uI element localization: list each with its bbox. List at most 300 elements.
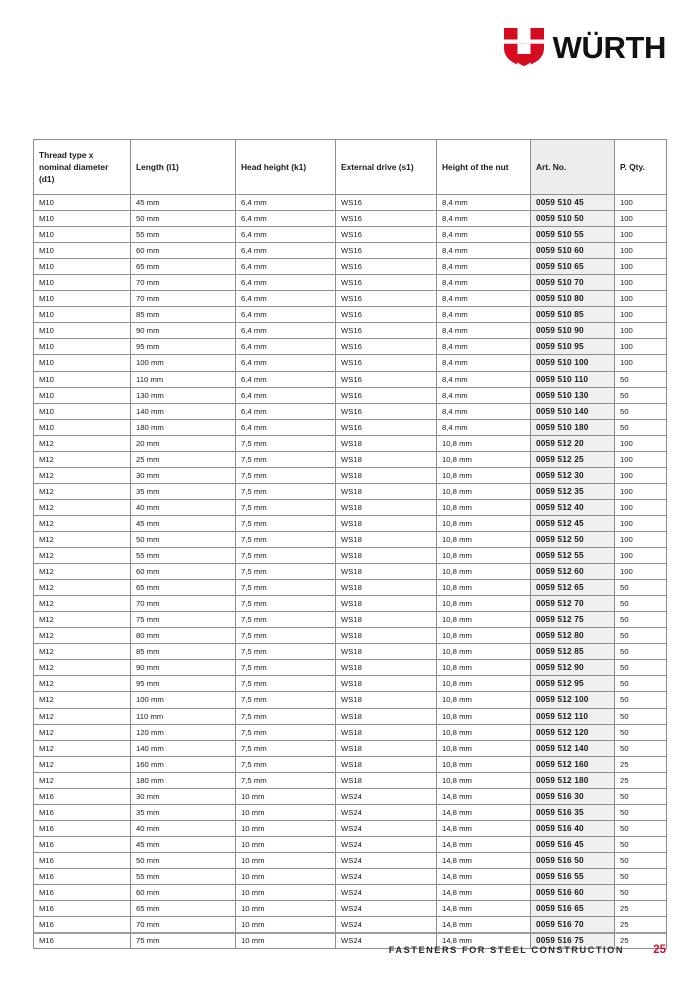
- cell-thread-type: M16: [34, 868, 131, 884]
- cell-head-height: 7,5 mm: [236, 435, 336, 451]
- cell-thread-type: M10: [34, 387, 131, 403]
- cell-head-height: 6,4 mm: [236, 227, 336, 243]
- cell-nut-height: 8,4 mm: [437, 211, 531, 227]
- cell-external-drive: WS24: [336, 836, 437, 852]
- table-row: [34, 195, 667, 211]
- cell-thread-type: M16: [34, 885, 131, 901]
- wurth-shield-icon: [504, 28, 544, 66]
- cell-head-height: 6,4 mm: [236, 371, 336, 387]
- cell-external-drive: WS18: [336, 628, 437, 644]
- cell-length: 110 mm: [131, 371, 236, 387]
- table-row: [34, 307, 667, 323]
- cell-thread-type: M10: [34, 419, 131, 435]
- cell-nut-height: 8,4 mm: [437, 339, 531, 355]
- cell-head-height: 10 mm: [236, 885, 336, 901]
- table-row: [34, 467, 667, 483]
- cell-head-height: 7,5 mm: [236, 724, 336, 740]
- cell-external-drive: WS24: [336, 933, 437, 949]
- cell-external-drive: WS16: [336, 387, 437, 403]
- cell-length: 120 mm: [131, 724, 236, 740]
- cell-p-qty: 50: [615, 788, 667, 804]
- cell-art-no: 0059 510 45: [531, 195, 615, 211]
- cell-external-drive: WS18: [336, 612, 437, 628]
- cell-length: 65 mm: [131, 901, 236, 917]
- cell-external-drive: WS18: [336, 515, 437, 531]
- column-header-length: Length (l1): [131, 140, 236, 195]
- table-row: [34, 227, 667, 243]
- cell-head-height: 7,5 mm: [236, 660, 336, 676]
- cell-length: 70 mm: [131, 596, 236, 612]
- table-row: [34, 644, 667, 660]
- cell-thread-type: M12: [34, 756, 131, 772]
- cell-nut-height: 10,8 mm: [437, 644, 531, 660]
- cell-p-qty: 100: [615, 243, 667, 259]
- column-header-head-height: Head height (k1): [236, 140, 336, 195]
- cell-art-no: 0059 510 85: [531, 307, 615, 323]
- cell-external-drive: WS24: [336, 804, 437, 820]
- cell-thread-type: M16: [34, 933, 131, 949]
- cell-length: 80 mm: [131, 628, 236, 644]
- cell-length: 55 mm: [131, 227, 236, 243]
- cell-length: 140 mm: [131, 403, 236, 419]
- cell-external-drive: WS16: [336, 323, 437, 339]
- table-row: [34, 901, 667, 917]
- cell-p-qty: 50: [615, 852, 667, 868]
- cell-art-no: 0059 510 70: [531, 275, 615, 291]
- cell-external-drive: WS16: [336, 275, 437, 291]
- cell-head-height: 6,4 mm: [236, 211, 336, 227]
- cell-head-height: 10 mm: [236, 788, 336, 804]
- table-row: [34, 435, 667, 451]
- cell-external-drive: WS16: [336, 211, 437, 227]
- cell-nut-height: 10,8 mm: [437, 676, 531, 692]
- cell-external-drive: WS24: [336, 868, 437, 884]
- cell-art-no: 0059 510 55: [531, 227, 615, 243]
- cell-art-no: 0059 512 100: [531, 692, 615, 708]
- cell-nut-height: 10,8 mm: [437, 451, 531, 467]
- cell-thread-type: M12: [34, 435, 131, 451]
- cell-p-qty: 100: [615, 531, 667, 547]
- cell-length: 65 mm: [131, 580, 236, 596]
- cell-thread-type: M12: [34, 531, 131, 547]
- cell-nut-height: 10,8 mm: [437, 612, 531, 628]
- cell-p-qty: 100: [615, 291, 667, 307]
- table-row: [34, 612, 667, 628]
- cell-head-height: 6,4 mm: [236, 355, 336, 371]
- cell-length: 20 mm: [131, 435, 236, 451]
- cell-p-qty: 25: [615, 772, 667, 788]
- cell-nut-height: 8,4 mm: [437, 275, 531, 291]
- specification-table: [33, 139, 667, 949]
- cell-p-qty: 100: [615, 339, 667, 355]
- cell-p-qty: 100: [615, 259, 667, 275]
- cell-head-height: 7,5 mm: [236, 628, 336, 644]
- cell-external-drive: WS18: [336, 564, 437, 580]
- cell-head-height: 10 mm: [236, 868, 336, 884]
- column-header-p-qty: P. Qty.: [615, 140, 667, 195]
- footer-divider: [33, 932, 666, 934]
- cell-length: 70 mm: [131, 917, 236, 933]
- cell-external-drive: WS16: [336, 339, 437, 355]
- cell-art-no: 0059 512 55: [531, 548, 615, 564]
- table-row: [34, 564, 667, 580]
- cell-art-no: 0059 510 95: [531, 339, 615, 355]
- cell-nut-height: 14,8 mm: [437, 820, 531, 836]
- cell-thread-type: M10: [34, 355, 131, 371]
- cell-length: 100 mm: [131, 692, 236, 708]
- cell-art-no: 0059 512 60: [531, 564, 615, 580]
- cell-p-qty: 50: [615, 740, 667, 756]
- table-row: [34, 548, 667, 564]
- cell-art-no: 0059 510 130: [531, 387, 615, 403]
- cell-p-qty: 50: [615, 403, 667, 419]
- page-footer: [33, 944, 666, 956]
- cell-length: 55 mm: [131, 548, 236, 564]
- page-header: [504, 28, 666, 66]
- cell-head-height: 7,5 mm: [236, 467, 336, 483]
- cell-art-no: 0059 516 55: [531, 868, 615, 884]
- cell-head-height: 7,5 mm: [236, 499, 336, 515]
- cell-head-height: 7,5 mm: [236, 756, 336, 772]
- cell-thread-type: M12: [34, 499, 131, 515]
- cell-thread-type: M12: [34, 548, 131, 564]
- cell-art-no: 0059 516 60: [531, 885, 615, 901]
- cell-external-drive: WS18: [336, 499, 437, 515]
- cell-thread-type: M16: [34, 852, 131, 868]
- cell-thread-type: M16: [34, 804, 131, 820]
- cell-external-drive: WS24: [336, 820, 437, 836]
- cell-external-drive: WS16: [336, 355, 437, 371]
- cell-length: 60 mm: [131, 243, 236, 259]
- cell-external-drive: WS18: [336, 483, 437, 499]
- cell-p-qty: 25: [615, 917, 667, 933]
- cell-external-drive: WS18: [336, 451, 437, 467]
- cell-thread-type: M10: [34, 403, 131, 419]
- cell-external-drive: WS18: [336, 724, 437, 740]
- column-header-art-no: Art. No.: [531, 140, 615, 195]
- cell-length: 40 mm: [131, 820, 236, 836]
- cell-length: 85 mm: [131, 307, 236, 323]
- table-row: [34, 676, 667, 692]
- table-row: [34, 243, 667, 259]
- cell-p-qty: 100: [615, 275, 667, 291]
- cell-external-drive: WS18: [336, 740, 437, 756]
- cell-length: 60 mm: [131, 564, 236, 580]
- cell-external-drive: WS18: [336, 772, 437, 788]
- table-row: [34, 885, 667, 901]
- cell-art-no: 0059 510 140: [531, 403, 615, 419]
- cell-nut-height: 10,8 mm: [437, 564, 531, 580]
- cell-art-no: 0059 512 65: [531, 580, 615, 596]
- cell-external-drive: WS18: [336, 596, 437, 612]
- cell-p-qty: 50: [615, 836, 667, 852]
- cell-thread-type: M16: [34, 836, 131, 852]
- table-row: [34, 387, 667, 403]
- table-row: [34, 451, 667, 467]
- cell-nut-height: 10,8 mm: [437, 435, 531, 451]
- cell-nut-height: 8,4 mm: [437, 403, 531, 419]
- cell-p-qty: 50: [615, 692, 667, 708]
- cell-p-qty: 50: [615, 708, 667, 724]
- cell-thread-type: M10: [34, 211, 131, 227]
- cell-art-no: 0059 512 30: [531, 467, 615, 483]
- cell-art-no: 0059 510 180: [531, 419, 615, 435]
- table-row: [34, 419, 667, 435]
- cell-thread-type: M10: [34, 323, 131, 339]
- table-row: [34, 580, 667, 596]
- cell-head-height: 10 mm: [236, 852, 336, 868]
- cell-external-drive: WS18: [336, 644, 437, 660]
- cell-external-drive: WS18: [336, 467, 437, 483]
- cell-nut-height: 8,4 mm: [437, 323, 531, 339]
- cell-p-qty: 100: [615, 451, 667, 467]
- cell-p-qty: 50: [615, 371, 667, 387]
- cell-external-drive: WS24: [336, 917, 437, 933]
- table-row: [34, 788, 667, 804]
- table-row: [34, 868, 667, 884]
- table-row: [34, 820, 667, 836]
- cell-head-height: 7,5 mm: [236, 708, 336, 724]
- cell-thread-type: M16: [34, 820, 131, 836]
- cell-thread-type: M16: [34, 917, 131, 933]
- cell-art-no: 0059 510 60: [531, 243, 615, 259]
- cell-thread-type: M10: [34, 275, 131, 291]
- cell-length: 40 mm: [131, 499, 236, 515]
- cell-thread-type: M12: [34, 708, 131, 724]
- table-row: [34, 323, 667, 339]
- cell-p-qty: 100: [615, 307, 667, 323]
- table-row: [34, 339, 667, 355]
- cell-thread-type: M12: [34, 676, 131, 692]
- table-header-row: [34, 140, 667, 195]
- cell-length: 45 mm: [131, 836, 236, 852]
- cell-head-height: 7,5 mm: [236, 451, 336, 467]
- footer-section-title: FASTENERS FOR STEEL CONSTRUCTION: [388, 945, 624, 955]
- cell-length: 90 mm: [131, 323, 236, 339]
- cell-external-drive: WS18: [336, 435, 437, 451]
- cell-p-qty: 100: [615, 211, 667, 227]
- cell-length: 35 mm: [131, 483, 236, 499]
- cell-head-height: 10 mm: [236, 933, 336, 949]
- cell-length: 180 mm: [131, 419, 236, 435]
- table-body: [34, 195, 667, 949]
- cell-head-height: 6,4 mm: [236, 307, 336, 323]
- cell-art-no: 0059 516 40: [531, 820, 615, 836]
- cell-head-height: 6,4 mm: [236, 403, 336, 419]
- cell-art-no: 0059 510 65: [531, 259, 615, 275]
- cell-external-drive: WS16: [336, 227, 437, 243]
- cell-length: 25 mm: [131, 451, 236, 467]
- cell-external-drive: WS24: [336, 901, 437, 917]
- table-row: [34, 628, 667, 644]
- table-row: [34, 275, 667, 291]
- cell-external-drive: WS16: [336, 259, 437, 275]
- cell-art-no: 0059 512 75: [531, 612, 615, 628]
- cell-thread-type: M12: [34, 644, 131, 660]
- cell-nut-height: 10,8 mm: [437, 515, 531, 531]
- cell-p-qty: 100: [615, 499, 667, 515]
- cell-head-height: 7,5 mm: [236, 564, 336, 580]
- cell-p-qty: 25: [615, 901, 667, 917]
- brand-wordmark: WÜRTH: [552, 29, 666, 65]
- cell-head-height: 7,5 mm: [236, 676, 336, 692]
- cell-art-no: 0059 512 20: [531, 435, 615, 451]
- cell-art-no: 0059 516 75: [531, 933, 615, 949]
- cell-thread-type: M10: [34, 243, 131, 259]
- table-row: [34, 692, 667, 708]
- cell-nut-height: 10,8 mm: [437, 692, 531, 708]
- cell-p-qty: 50: [615, 676, 667, 692]
- cell-length: 110 mm: [131, 708, 236, 724]
- column-header-nut-height: Height of the nut: [437, 140, 531, 195]
- cell-thread-type: M10: [34, 371, 131, 387]
- cell-thread-type: M12: [34, 467, 131, 483]
- cell-p-qty: 50: [615, 820, 667, 836]
- cell-external-drive: WS16: [336, 419, 437, 435]
- cell-head-height: 7,5 mm: [236, 515, 336, 531]
- cell-art-no: 0059 516 70: [531, 917, 615, 933]
- cell-thread-type: M10: [34, 307, 131, 323]
- cell-nut-height: 10,8 mm: [437, 580, 531, 596]
- cell-thread-type: M12: [34, 660, 131, 676]
- cell-length: 50 mm: [131, 211, 236, 227]
- cell-art-no: 0059 512 110: [531, 708, 615, 724]
- cell-art-no: 0059 512 45: [531, 515, 615, 531]
- cell-thread-type: M12: [34, 740, 131, 756]
- cell-p-qty: 50: [615, 596, 667, 612]
- cell-head-height: 6,4 mm: [236, 339, 336, 355]
- cell-head-height: 10 mm: [236, 917, 336, 933]
- cell-nut-height: 10,8 mm: [437, 467, 531, 483]
- cell-length: 160 mm: [131, 756, 236, 772]
- cell-length: 50 mm: [131, 852, 236, 868]
- cell-art-no: 0059 516 65: [531, 901, 615, 917]
- cell-thread-type: M12: [34, 515, 131, 531]
- table-row: [34, 371, 667, 387]
- cell-external-drive: WS18: [336, 660, 437, 676]
- cell-nut-height: 8,4 mm: [437, 243, 531, 259]
- cell-thread-type: M12: [34, 612, 131, 628]
- cell-head-height: 7,5 mm: [236, 612, 336, 628]
- table-row: [34, 660, 667, 676]
- cell-p-qty: 100: [615, 483, 667, 499]
- cell-head-height: 7,5 mm: [236, 772, 336, 788]
- cell-p-qty: 25: [615, 756, 667, 772]
- table-header: [34, 140, 667, 195]
- cell-p-qty: 100: [615, 467, 667, 483]
- cell-p-qty: 50: [615, 660, 667, 676]
- cell-thread-type: M16: [34, 901, 131, 917]
- cell-nut-height: 14,8 mm: [437, 901, 531, 917]
- cell-nut-height: 8,4 mm: [437, 371, 531, 387]
- cell-head-height: 6,4 mm: [236, 243, 336, 259]
- cell-external-drive: WS16: [336, 307, 437, 323]
- table-row: [34, 483, 667, 499]
- cell-nut-height: 14,8 mm: [437, 836, 531, 852]
- cell-length: 75 mm: [131, 612, 236, 628]
- cell-length: 75 mm: [131, 933, 236, 949]
- cell-art-no: 0059 516 45: [531, 836, 615, 852]
- cell-nut-height: 8,4 mm: [437, 355, 531, 371]
- cell-head-height: 6,4 mm: [236, 323, 336, 339]
- cell-p-qty: 100: [615, 548, 667, 564]
- table-row: [34, 499, 667, 515]
- cell-head-height: 7,5 mm: [236, 548, 336, 564]
- cell-art-no: 0059 512 70: [531, 596, 615, 612]
- cell-art-no: 0059 510 50: [531, 211, 615, 227]
- cell-p-qty: 100: [615, 564, 667, 580]
- cell-p-qty: 50: [615, 612, 667, 628]
- cell-nut-height: 10,8 mm: [437, 628, 531, 644]
- cell-external-drive: WS16: [336, 291, 437, 307]
- cell-art-no: 0059 512 160: [531, 756, 615, 772]
- cell-nut-height: 14,8 mm: [437, 804, 531, 820]
- cell-art-no: 0059 510 90: [531, 323, 615, 339]
- table-row: [34, 708, 667, 724]
- table-row: [34, 515, 667, 531]
- footer-page-number: 25: [653, 944, 666, 956]
- cell-length: 45 mm: [131, 195, 236, 211]
- cell-nut-height: 8,4 mm: [437, 195, 531, 211]
- cell-head-height: 6,4 mm: [236, 387, 336, 403]
- cell-head-height: 7,5 mm: [236, 580, 336, 596]
- cell-art-no: 0059 512 180: [531, 772, 615, 788]
- cell-head-height: 6,4 mm: [236, 259, 336, 275]
- cell-p-qty: 100: [615, 515, 667, 531]
- cell-thread-type: M10: [34, 291, 131, 307]
- cell-length: 30 mm: [131, 467, 236, 483]
- cell-nut-height: 14,8 mm: [437, 852, 531, 868]
- cell-length: 130 mm: [131, 387, 236, 403]
- cell-thread-type: M12: [34, 580, 131, 596]
- cell-thread-type: M12: [34, 564, 131, 580]
- table-row: [34, 259, 667, 275]
- cell-length: 140 mm: [131, 740, 236, 756]
- cell-head-height: 7,5 mm: [236, 740, 336, 756]
- cell-thread-type: M12: [34, 692, 131, 708]
- cell-p-qty: 100: [615, 355, 667, 371]
- cell-external-drive: WS18: [336, 531, 437, 547]
- cell-art-no: 0059 512 35: [531, 483, 615, 499]
- cell-nut-height: 10,8 mm: [437, 756, 531, 772]
- cell-external-drive: WS18: [336, 708, 437, 724]
- cell-art-no: 0059 512 25: [531, 451, 615, 467]
- cell-external-drive: WS18: [336, 692, 437, 708]
- cell-p-qty: 50: [615, 580, 667, 596]
- table-row: [34, 756, 667, 772]
- cell-art-no: 0059 510 110: [531, 371, 615, 387]
- cell-thread-type: M12: [34, 772, 131, 788]
- cell-nut-height: 14,8 mm: [437, 917, 531, 933]
- cell-nut-height: 8,4 mm: [437, 387, 531, 403]
- cell-head-height: 6,4 mm: [236, 195, 336, 211]
- table-row: [34, 772, 667, 788]
- column-header-thread-type: Thread type x nominal diameter (d1): [34, 140, 131, 195]
- cell-p-qty: 50: [615, 868, 667, 884]
- cell-thread-type: M12: [34, 596, 131, 612]
- cell-head-height: 6,4 mm: [236, 291, 336, 307]
- cell-thread-type: M12: [34, 724, 131, 740]
- table-row: [34, 740, 667, 756]
- cell-nut-height: 10,8 mm: [437, 483, 531, 499]
- cell-p-qty: 25: [615, 933, 667, 949]
- cell-head-height: 7,5 mm: [236, 531, 336, 547]
- cell-length: 55 mm: [131, 868, 236, 884]
- cell-length: 180 mm: [131, 772, 236, 788]
- cell-p-qty: 50: [615, 885, 667, 901]
- cell-length: 30 mm: [131, 788, 236, 804]
- table-row: [34, 852, 667, 868]
